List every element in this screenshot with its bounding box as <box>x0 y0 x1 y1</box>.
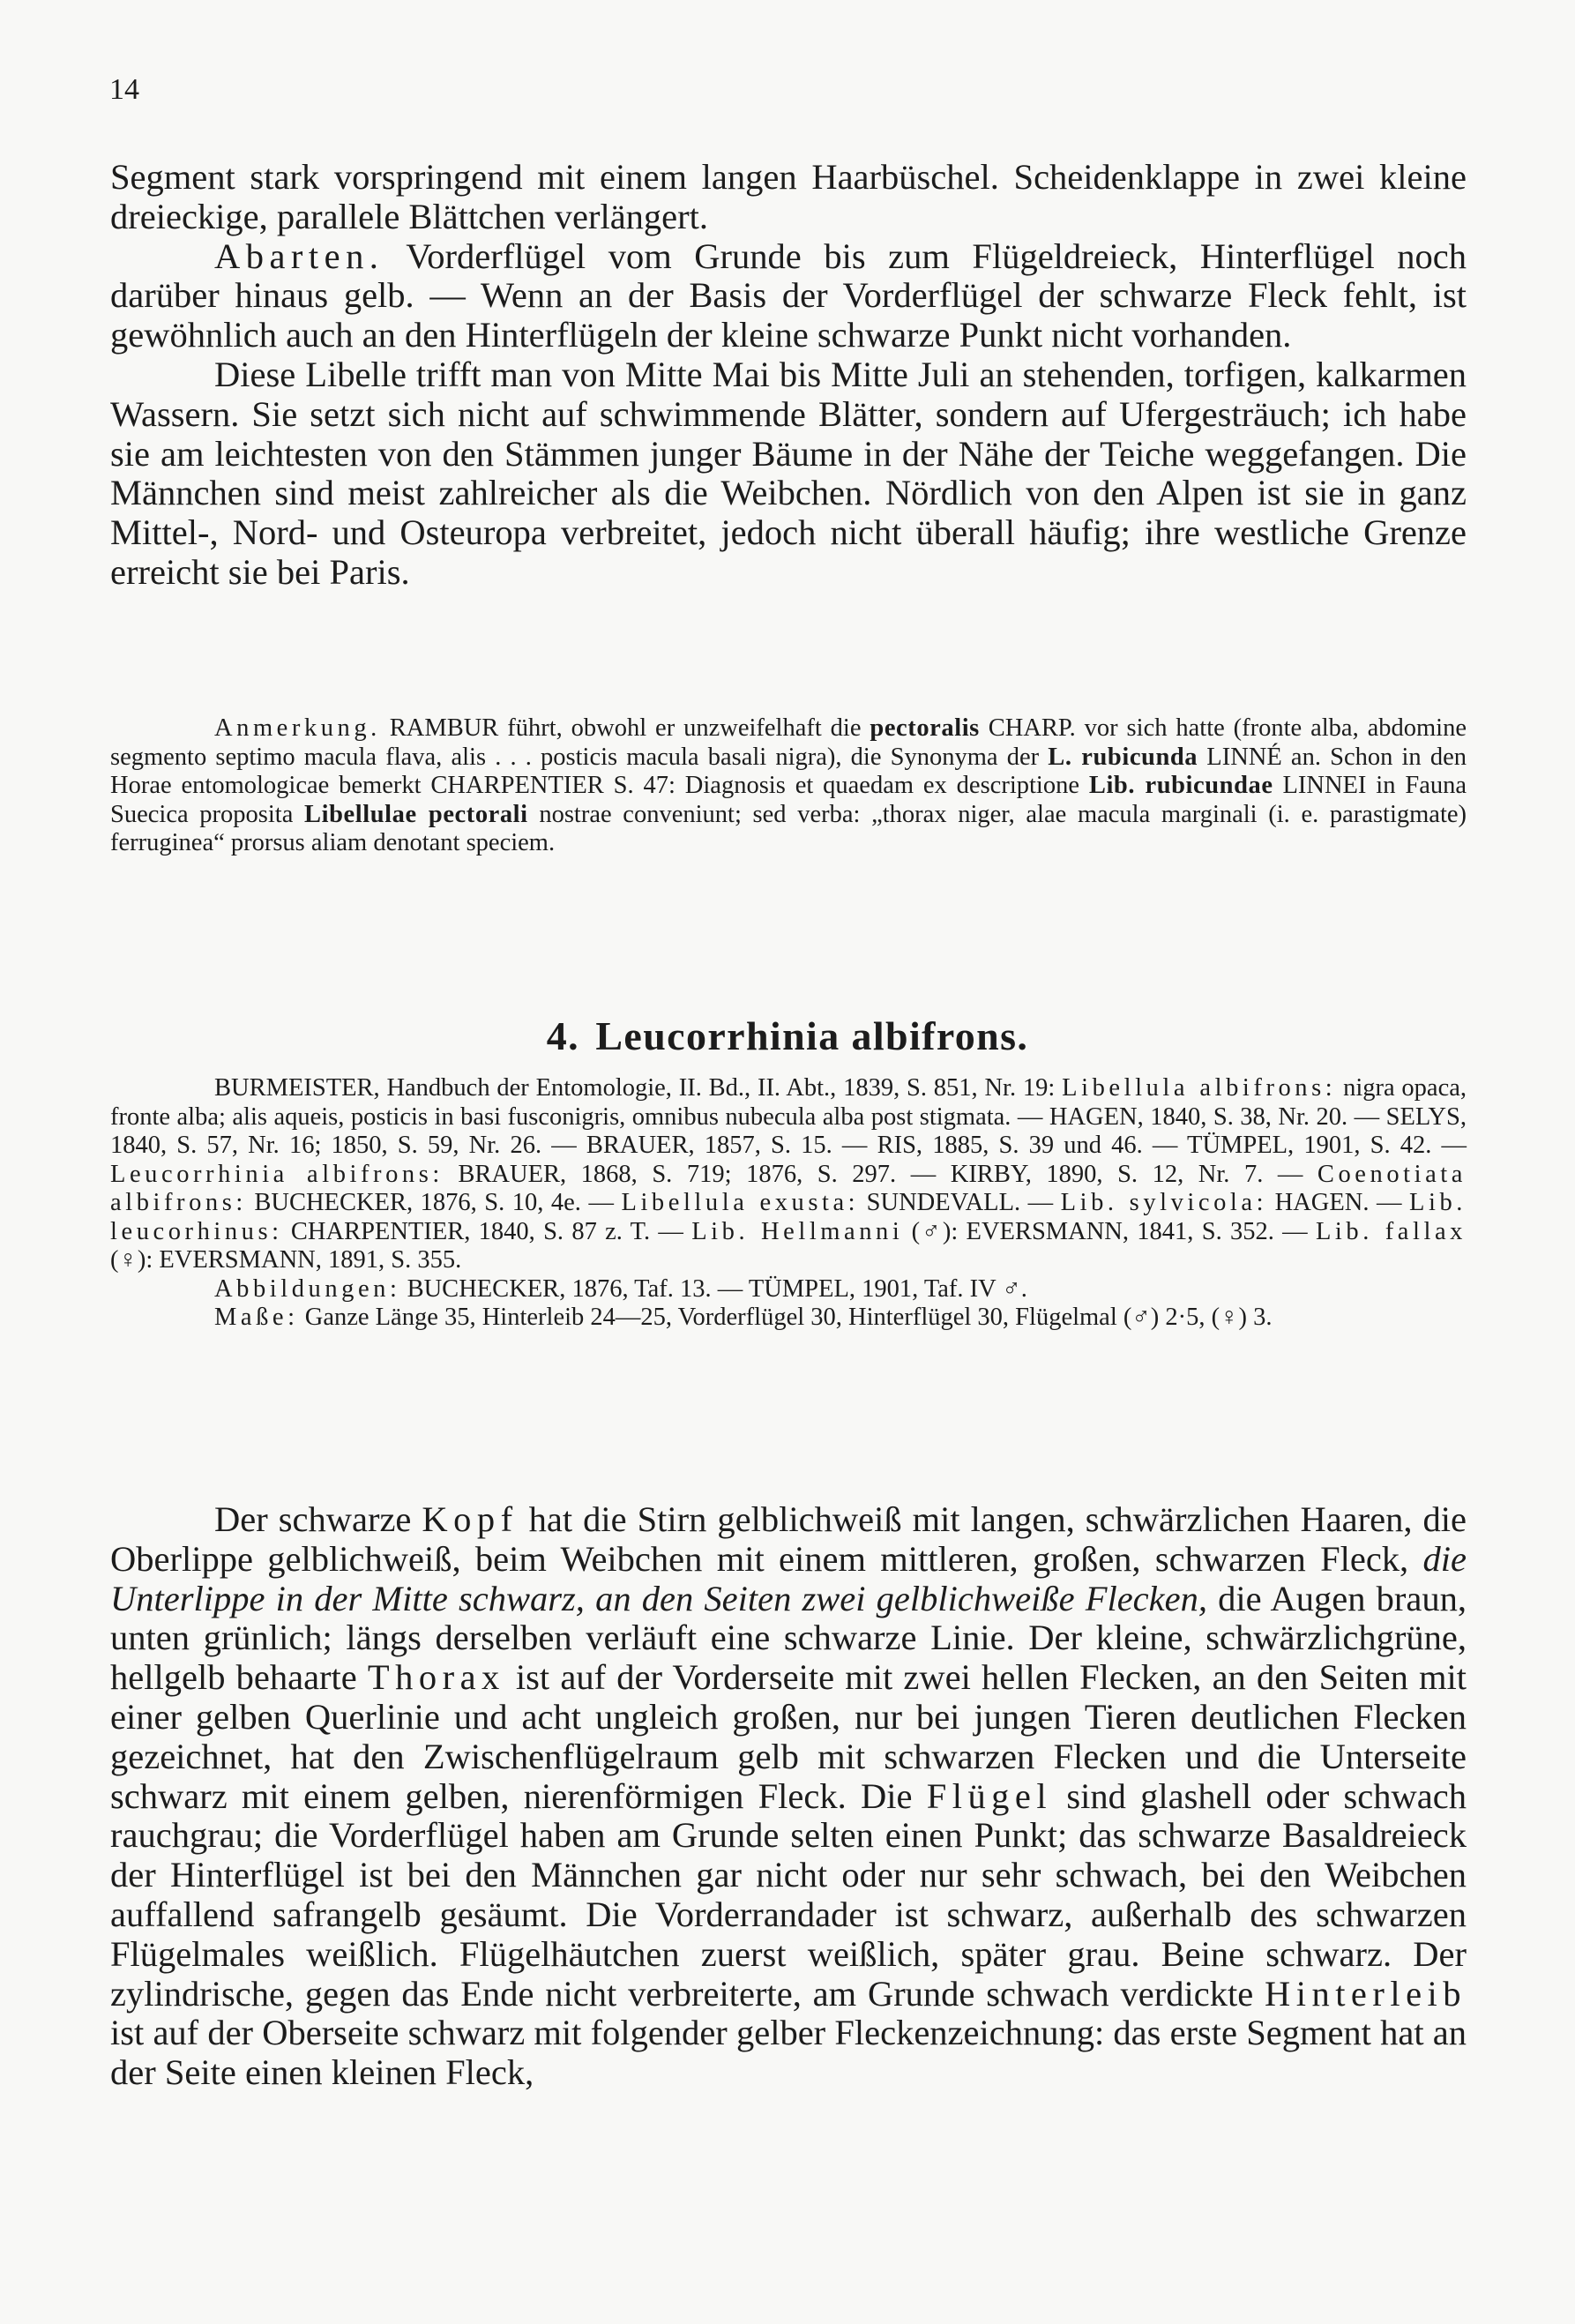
paragraph-segment: Segment stark vorspringend mit einem langen Haarbüschel. Scheidenklappe in zwei kleine dreieckige, parallele Blättchen verlängert. <box>110 157 1467 236</box>
figures-paragraph: Abbildungen: BUCHECKER, 1876, Taf. 13. — TÜMPEL, 1901, Taf. IV ♂. <box>214 1274 1027 1303</box>
paragraph-habitat: Diese Libelle trifft man von Mitte Mai bis Mitte Juli an stehenden, torfigen, kalkarmen Wassern. Sie setzt sich nicht auf schwimmende Blätter, sondern auf Ufergesträuch; ich habe sie am leichtesten von den Stämmen junger Bäume in der Nähe der Teiche weggefangen. Die Männchen sind meist zahlreicher als die Weibchen. Nördlich von den Alpen ist sie in ganz Mittel-, Nord- und Osteuropa verbreitet, jedoch nicht überall häufig; ihre westliche Grenze erreicht sie bei Paris. <box>110 354 1467 592</box>
measures-paragraph: Maße: Ganze Länge 35, Hinterleib 24—25, Vorderflügel 30, Hinterflügel 30, Flügelmal (♂) 2·5, (♀) 3. <box>214 1304 1273 1331</box>
upper-text-block <box>110 158 1467 593</box>
species-number: 4. <box>546 1013 579 1058</box>
species-heading <box>0 1013 1575 1059</box>
measures-lead: Maße: <box>214 1304 299 1331</box>
note-paragraph: Anmerkung. RAMBUR führt, obwohl er unzweifelhaft die pectoralis CHARP. vor sich hatte (fronte alba, abdomine segmento septimo macula flava, alis . . . posticis macula basali nigra), die Synonyma der L. rubicunda LINNÉ an. Schon in den Horae entomologicae bemerkt CHARPENTIER S. 47: Diagnosis et quaedam ex descriptione Lib. rubicundae LINNEI in Fauna Suecica proposita Libellulae pectorali nostrae conveniunt; sed verba: „thorax niger, alae macula marginali (i. e. parastigmate) ferruginea“ prorsus aliam denotant speciem. <box>110 714 1467 856</box>
note-block <box>110 714 1467 858</box>
synonymy-paragraph: BURMEISTER, Handbuch der Entomologie, II. Bd., II. Abt., 1839, S. 851, Nr. 19: Libellula albifrons: nigra opaca, fronte alba; alis aqueis, posticis in basi fusconigris, omnibus nubecula alba post stigmata. — HAGEN, 1840, S. 38, Nr. 20. — SELYS, 1840, S. 57, Nr. 16; 1850, S. 59, Nr. 26. — BRAUER, 1857, S. 15. — RIS, 1885, S. 39 und 46. — TÜMPEL, 1901, S. 42. — Leucorrhinia albifrons: BRAUER, 1868, S. 719; 1876, S. 297. — KIRBY, 1890, S. 12, Nr. 7. — Coenotiata albifrons: BUCHECKER, 1876, S. 10, 4e. — Libellula exusta: SUNDEVALL. — Lib. sylvicola: HAGEN. — Lib. leucorhinus: CHARPENTIER, 1840, S. 87 z. T. — Lib. Hellmanni (♂): EVERSMANN, 1841, S. 352. — Lib. fallax (♀): EVERSMANN, 1891, S. 355. <box>110 1074 1467 1274</box>
page-number: 14 <box>109 73 139 106</box>
synonymy-block <box>110 1074 1467 1333</box>
note-lead: Anmerkung. <box>214 714 381 742</box>
paragraph-abarten: Abarten. Vorderflügel vom Grunde bis zum Flügeldreieck, Hinterflügel noch darüber hinaus gelb. — Wenn an der Basis der Vorderflügel der schwarze Fleck fehlt, ist gewöhnlich auch an den Hinterflügeln der kleine schwarze Punkt nicht vorhanden. <box>110 235 1467 355</box>
description-paragraph: Der schwarze Kopf hat die Stirn gelblichweiß mit langen, schwärzlichen Haaren, die Oberlippe gelblichweiß, beim Weibchen mit einem mittleren, großen, schwarzen Fleck, die Unterlippe in der Mitte schwarz, an den Seiten zwei gelblichweiße Flecken, die Augen braun, unten grünlich; längs derselben verläuft eine schwarze Linie. Der kleine, schwärzlichgrüne, hellgelb behaarte Thorax ist auf der Vorderseite mit zwei hellen Flecken, an den Seiten mit einer gelben Querlinie und acht ungleich großen, nur bei jungen Tieren deutlichen Flecken gezeichnet, hat den Zwischenflügelraum gelb mit schwarzen Flecken und die Unterseite schwarz mit einem gelben, nierenförmigen Fleck. Die Flügel sind glashell oder schwach rauchgrau; die Vorderflügel haben am Grunde selten einen Punkt; das schwarze Basaldreieck der Hinterflügel ist bei den Männchen gar nicht oder nur sehr schwach, bei den Weibchen auffallend safrangelb gesäumt. Die Vorderrandader ist schwarz, außerhalb des schwarzen Flügelmales weißlich. Flügelhäutchen zuerst weißlich, später grau. Beine schwarz. Der zylindrische, gegen das Ende nicht verbreiterte, am Grunde schwach verdickte Hinterleib ist auf der Oberseite schwarz mit folgender gelber Fleckenzeichnung: das erste Segment hat an der Seite einen kleinen Fleck, <box>110 1499 1467 2093</box>
species-title: Leucorrhinia albifrons. <box>595 1013 1029 1058</box>
abarten-lead: Abarten. <box>214 235 384 276</box>
figures-lead: Abbildungen: <box>214 1274 401 1303</box>
description-block <box>110 1500 1467 2093</box>
